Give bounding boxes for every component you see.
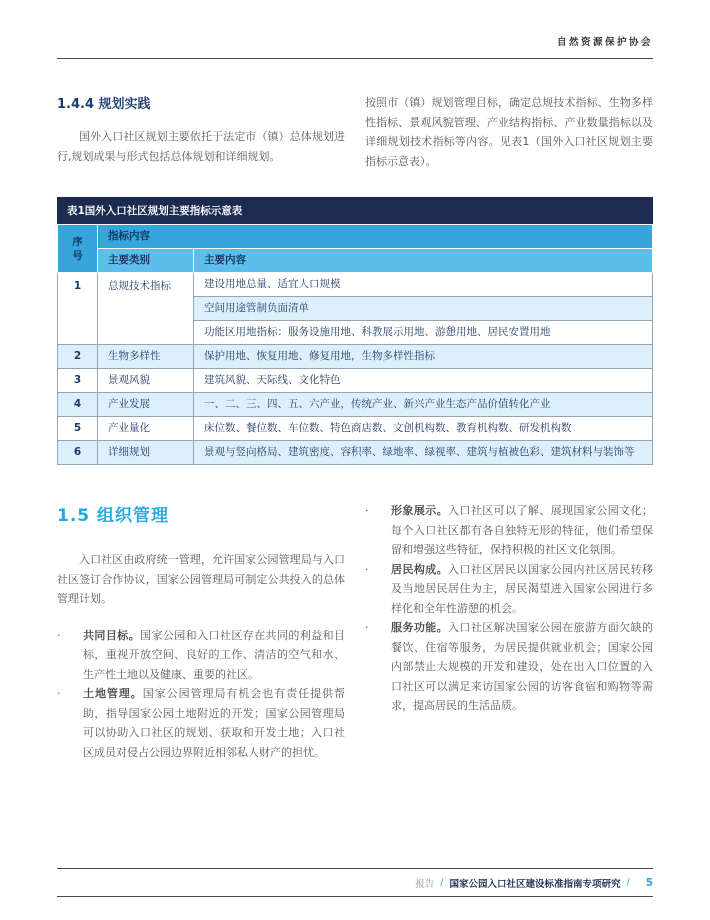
list-item-text <box>83 626 345 685</box>
section-15 <box>57 501 653 762</box>
section-15-right-bullets <box>365 501 653 716</box>
section-15-intro: 入口社区由政府统一管理，允许国家公园管理局与入口社区签订合作协议，国家公园管理局可制定公共投入的总体管理计划。 <box>57 553 345 605</box>
footer-separator: / <box>626 877 630 888</box>
row-content: 功能区用地指标：服务设施用地、科教展示用地、游憩用地、居民安置用地 <box>194 321 653 345</box>
list-item-body: 入口社区可以了解、展现国家公园文化；每个入口社区都有各自独特无形的特征，他们希望保留和增强这些特征，保持积极的社区文化氛围。 <box>391 504 654 556</box>
table-row <box>58 345 653 369</box>
row-content: 建筑风貌、天际线、文化特色 <box>194 369 653 393</box>
row-no: 6 <box>58 441 98 465</box>
bullet-marker-icon: · <box>57 687 61 700</box>
row-category: 总规技术指标 <box>98 273 194 345</box>
row-no: 1 <box>58 273 98 345</box>
table-row <box>58 393 653 417</box>
table-row <box>58 273 653 297</box>
bullet-marker-icon: · <box>365 504 369 517</box>
section-144-left-column <box>57 59 345 171</box>
row-no: 2 <box>58 345 98 369</box>
list-item-body: 入口社区解决国家公园在旅游方面欠缺的餐饮、住宿等服务，为居民提供就业机会；国家公园内部禁止大规模的开发和建设，处在出入口位置的入口社区可以满足来访国家公园的访客食宿和购物等需求，提高居民的生活品质。 <box>391 621 654 712</box>
list-item-text <box>391 501 653 560</box>
list-item-lead: 土地管理。 <box>83 687 143 700</box>
table-body <box>58 273 653 465</box>
section-15-left-column <box>57 501 345 762</box>
list-item-body: 国家公园管理局有机会也有责任提供帮助，指导国家公园土地附近的开发；国家公园管理局可以协助入口社区的规划、获取和开发土地；入口社区成员对侵占公园边界附近相邻私人财产的担忧。 <box>83 687 346 759</box>
table-row <box>58 417 653 441</box>
section-15-heading: 1.5 组织管理 <box>57 506 170 526</box>
section-15-right-column <box>365 501 653 762</box>
list-item <box>365 501 653 560</box>
row-category: 产业量化 <box>98 417 194 441</box>
page-number: 5 <box>645 876 653 889</box>
section-144-heading: 1.4.4 规划实践 <box>57 97 151 112</box>
row-content: 一、二、三、四、五、六产业，传统产业、新兴产业生态产品价值转化产业 <box>194 393 653 417</box>
list-item <box>365 618 653 716</box>
table-title: 表1国外入口社区规划主要指标示意表 <box>57 197 653 224</box>
row-content: 建设用地总量、适宜人口规模 <box>194 273 653 297</box>
row-content: 景观与竖向格局、建筑密度、容积率、绿地率、绿视率、建筑与植被色彩、建筑材料与装饰等 <box>194 441 653 465</box>
section-144-left-paragraph: 国外入口社区规划主要依托于法定市（镇）总体规划进行,规划成果与形式包括总体规划和详细规划。 <box>57 130 345 163</box>
column-header-group: 指标内容 <box>98 225 653 249</box>
row-category: 生物多样性 <box>98 345 194 369</box>
section-144-right-paragraph: 按照市（镇）规划管理目标，确定总规技术指标、生物多样性指标、景观风貌管理、产业结构指标、产业数量指标以及详细规划技术指标等内容。见表1（国外入口社区规划主要指标示意表）。 <box>365 96 653 168</box>
footer-separator: / <box>440 877 444 888</box>
section-144-right-column <box>365 59 653 171</box>
row-content: 床位数、餐位数、车位数、特色商店数、文创机构数、教育机构数、研发机构数 <box>194 417 653 441</box>
row-no: 3 <box>58 369 98 393</box>
list-item-lead: 服务功能。 <box>391 621 449 634</box>
list-item <box>57 684 345 762</box>
page-header <box>57 0 653 59</box>
indicator-table-block <box>57 197 653 465</box>
list-item-lead: 共同目标。 <box>83 628 141 642</box>
row-no: 5 <box>58 417 98 441</box>
list-item <box>365 560 653 619</box>
row-content: 空间用途管制负面清单 <box>194 297 653 321</box>
row-no: 4 <box>58 393 98 417</box>
column-header-category: 主要类别 <box>98 249 194 273</box>
list-item <box>57 626 345 685</box>
row-category: 景观风貌 <box>98 369 194 393</box>
page-footer <box>57 868 653 897</box>
table-row <box>58 441 653 465</box>
list-item-body: 入口社区居民以国家公园内社区居民转移及当地居民居住为主，居民渴望进入国家公园进行多样化和全年性游憩的机会。 <box>391 562 654 615</box>
list-item-text <box>83 684 345 762</box>
row-category: 详细规划 <box>98 441 194 465</box>
bullet-marker-icon: · <box>365 562 369 576</box>
footer-report-title: 国家公园入口社区建设标准指南专项研究 <box>449 878 621 890</box>
column-header-no: 序号 <box>58 225 98 273</box>
column-header-content: 主要内容 <box>194 249 653 273</box>
organization-name: 自然资源保护协会 <box>556 37 653 48</box>
list-item-lead: 居民构成。 <box>391 562 449 576</box>
list-item-lead: 形象展示。 <box>391 504 449 517</box>
list-item-body: 国家公园和入口社区存在共同的利益和目标，重视开放空间、良好的工作、清洁的空气和水、生产性土地以及健康、重要的社区。 <box>83 628 346 681</box>
row-category: 产业发展 <box>98 393 194 417</box>
table-header <box>58 225 653 273</box>
list-item-text <box>391 560 653 619</box>
list-item-text <box>391 618 653 716</box>
bullet-marker-icon: · <box>57 628 61 642</box>
indicator-table <box>57 224 653 465</box>
table-row <box>58 369 653 393</box>
section-144 <box>57 59 653 171</box>
section-15-left-bullets <box>57 626 345 763</box>
row-content: 保护用地、恢复用地、修复用地，生物多样性指标 <box>194 345 653 369</box>
footer-label: 报告 <box>415 878 435 890</box>
bullet-marker-icon: · <box>365 621 369 634</box>
